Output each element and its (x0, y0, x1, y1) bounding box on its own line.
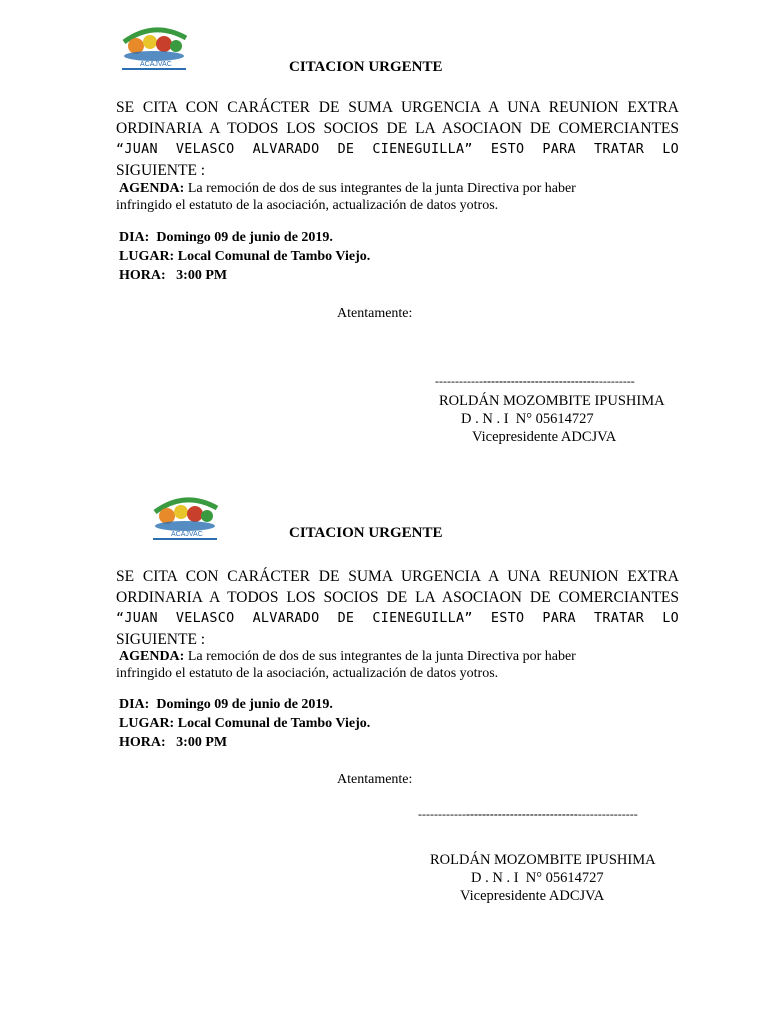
agenda-text: La remoción de dos de sus integrantes de la junta Directiva por haber (184, 181, 576, 196)
intro-paragraph (116, 97, 679, 181)
agenda-text: La remoción de dos de sus integrantes de la junta Directiva por haber (184, 649, 576, 664)
citation-block-2 (0, 467, 768, 957)
meeting-time: HORA: 3:00 PM (119, 268, 228, 283)
intro-line: SIGUIENTE : (116, 162, 206, 179)
signer-role: Vicepresidente ADCJVA (460, 888, 605, 904)
meeting-date: DIA: Domingo 09 de junio de 2019. (119, 697, 333, 712)
intro-line: SE CITA CON CARÁCTER DE SUMA URGENCIA A UNA REUNION EXTRA (116, 99, 679, 116)
intro-paragraph (116, 566, 679, 650)
signer-dni: D . N . I N° 05614727 (461, 411, 594, 427)
agenda-paragraph (116, 180, 659, 214)
association-logo (114, 22, 194, 72)
agenda-label: AGENDA: (119, 649, 185, 664)
intro-line: “JUAN VELASCO ALVARADO DE CIENEGUILLA” ESTO PARA TRATAR LO (116, 611, 679, 626)
meeting-details (119, 695, 370, 752)
intro-line: ORDINARIA A TODOS LOS SOCIOS DE LA ASOCIAON DE COMERCIANTES (116, 589, 679, 606)
place-label: LUGAR: (119, 249, 175, 264)
signature-line: -------------------------------------------------- (435, 374, 635, 388)
intro-line: ORDINARIA A TODOS LOS SOCIOS DE LA ASOCIAON DE COMERCIANTES (116, 120, 679, 137)
meeting-date: DIA: Domingo 09 de junio de 2019. (119, 230, 333, 245)
place-label: LUGAR: (119, 716, 175, 731)
meeting-time: HORA: 3:00 PM (119, 735, 228, 750)
closing-text: Atentamente: (337, 306, 413, 321)
page-title: CITACION URGENTE (289, 525, 443, 541)
signer-role: Vicepresidente ADCJVA (472, 429, 617, 445)
page-title: CITACION URGENTE (289, 59, 443, 75)
closing-text: Atentamente: (337, 772, 413, 787)
agenda-paragraph (116, 648, 659, 682)
agenda-text: infringido el estatuto de la asociación, actualización de datos yotros. (116, 198, 499, 213)
signer-name: ROLDÁN MOZOMBITE IPUSHIMA (430, 852, 656, 868)
intro-line: “JUAN VELASCO ALVARADO DE CIENEGUILLA” ESTO PARA TRATAR LO (116, 142, 679, 157)
signature-block (439, 392, 665, 446)
svg-text:ACAJVAC: ACAJVAC (140, 61, 172, 68)
signature-block (430, 851, 656, 905)
place-value: Local Comunal de Tambo Viejo. (174, 716, 371, 731)
agenda-text: infringido el estatuto de la asociación, actualización de datos yotros. (116, 666, 499, 681)
meeting-place (119, 714, 370, 733)
signer-name: ROLDÁN MOZOMBITE IPUSHIMA (439, 393, 665, 409)
place-value: Local Comunal de Tambo Viejo. (174, 249, 371, 264)
citation-block-1 (0, 0, 768, 490)
intro-line: SIGUIENTE : (116, 631, 206, 648)
signature-line: ------------------------------------------------------- (418, 807, 638, 821)
meeting-place (119, 247, 370, 266)
meeting-details (119, 228, 370, 285)
signer-dni: D . N . I N° 05614727 (471, 870, 604, 886)
association-logo (145, 492, 225, 542)
intro-line: SE CITA CON CARÁCTER DE SUMA URGENCIA A UNA REUNION EXTRA (116, 568, 679, 585)
svg-text:ACAJVAC: ACAJVAC (171, 531, 203, 538)
agenda-label: AGENDA: (119, 181, 185, 196)
